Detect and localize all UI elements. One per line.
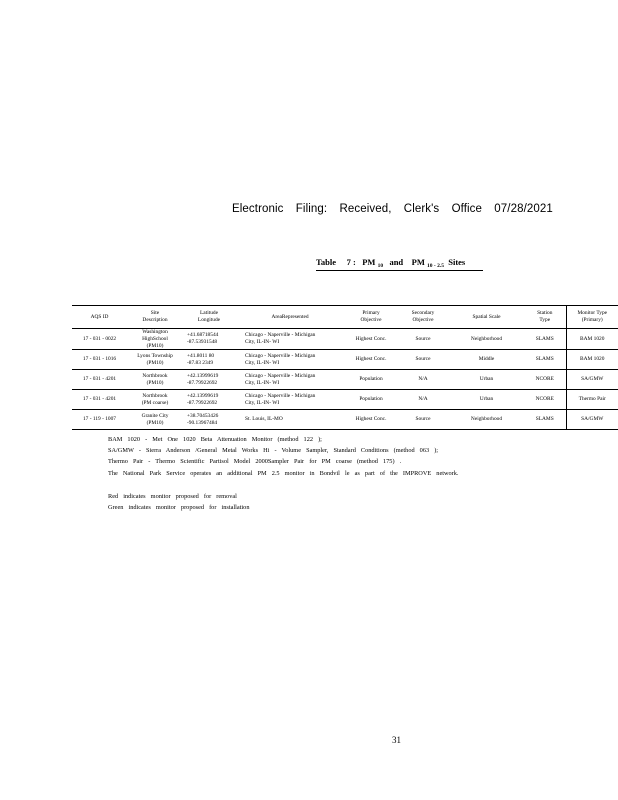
station-type-cell: NCORE: [524, 390, 566, 410]
table-row: [72, 370, 618, 390]
primary-objective-cell: Highest Conc.: [345, 350, 397, 370]
station-type-cell: SLAMS: [524, 329, 566, 350]
table-row: [72, 350, 618, 370]
secondary-objective-cell: Source: [397, 410, 449, 430]
caption-prefix: Table: [316, 257, 337, 267]
footnote-improve: The National Park Service operates an additional PM 2.5 monitor in Bondvil le as part of the IMPROVE network.: [108, 469, 459, 477]
legend-note-green: Green indicates monitor proposed for installation: [108, 503, 250, 511]
column-header: Secondary Objective: [397, 306, 449, 329]
column-header: Primary Objective: [345, 306, 397, 329]
coordinates-cell: +41.68718544 -87.53931548: [183, 329, 235, 350]
primary-objective-cell: Population: [345, 390, 397, 410]
table-row: [72, 329, 618, 350]
area-cell: Chicago - Naperville - Michigan City, IL-IN- WI: [235, 390, 345, 410]
area-cell: St. Louis, IL-MO: [235, 410, 345, 430]
area-cell: Chicago - Naperville - Michigan City, IL-IN- WI: [235, 370, 345, 390]
caption-suffix: Sites: [448, 257, 466, 267]
aqs-id-cell: 17 - 119 - 1007: [72, 410, 127, 430]
caption-and: and: [389, 257, 404, 267]
footnote-thermo-pair: Thermo Pair - Thermo Scientific Partisol Model 2000Sampler Pair for PM coarse (method 175) .: [108, 458, 402, 466]
secondary-objective-cell: Source: [397, 329, 449, 350]
secondary-objective-cell: N/A: [397, 390, 449, 410]
monitor-type-cell: SA/GMW: [566, 370, 618, 390]
spatial-scale-cell: Neighborhood: [449, 410, 524, 430]
secondary-objective-cell: Source: [397, 350, 449, 370]
footnote-sa-gmw: SA/GMW - Sierra Anderson /General Metal Works Hi - Volume Sampler, Standard Conditions (method 063 );: [108, 447, 439, 455]
table-footnotes: [108, 436, 459, 515]
aqs-id-cell: 17 - 031 - 1016: [72, 350, 127, 370]
spatial-scale-cell: Urban: [449, 370, 524, 390]
site-cell: Washington HighSchool (PM10): [127, 329, 183, 350]
site-cell: Northbrook (PM10): [127, 370, 183, 390]
station-type-cell: NCORE: [524, 370, 566, 390]
monitor-type-cell: SA/GMW: [566, 410, 618, 430]
site-cell: Northbrook (PM coarse): [127, 390, 183, 410]
site-cell: Lyons Township (PM10): [127, 350, 183, 370]
legend-note-red: Red indicates monitor proposed for removal: [108, 492, 237, 500]
column-header: Monitor Type (Primary): [566, 306, 618, 329]
coordinates-cell: +42.13999619 -87.79922692: [183, 390, 235, 410]
station-type-cell: SLAMS: [524, 410, 566, 430]
table-caption: [316, 257, 483, 271]
site-cell: Granite City (PM10): [127, 410, 183, 430]
caption-pm-2: PM: [411, 257, 425, 267]
table-header-row: [72, 306, 618, 329]
caption-sub-2: 10 - 2.5: [427, 263, 444, 269]
primary-objective-cell: Population: [345, 370, 397, 390]
column-header: AQS ID: [72, 306, 127, 329]
caption-sub-1: 10: [377, 263, 384, 269]
coordinates-cell: +42.13999619 -87.79922692: [183, 370, 235, 390]
column-header: Spatial Scale: [449, 306, 524, 329]
primary-objective-cell: Highest Conc.: [345, 329, 397, 350]
aqs-id-cell: 17 - 031 - 0022: [72, 329, 127, 350]
secondary-objective-cell: N/A: [397, 370, 449, 390]
monitor-type-cell: Thermo Pair: [566, 390, 618, 410]
station-type-cell: SLAMS: [524, 350, 566, 370]
coordinates-cell: +41.8011 80 -87.83 2349: [183, 350, 235, 370]
spatial-scale-cell: Middle: [449, 350, 524, 370]
monitor-type-cell: BAM 1020: [566, 329, 618, 350]
coordinates-cell: +38.70453426 -90.13967484: [183, 410, 235, 430]
aqs-id-cell: 17 - 031 - 4201: [72, 370, 127, 390]
footnote-bam: BAM 1020 - Met One 1020 Beta Attenuation Monitor (method 122 );: [108, 436, 322, 443]
column-header: Latitude Longitude: [183, 306, 235, 329]
column-header: AreaRepresented: [235, 306, 345, 329]
primary-objective-cell: Highest Conc.: [345, 410, 397, 430]
filing-stamp: Electronic Filing: Received, Clerk's Office 07/28/2021: [232, 203, 553, 215]
area-cell: Chicago - Naperville - Michigan City, IL-IN- WI: [235, 350, 345, 370]
area-cell: Chicago - Naperville - Michigan City, IL-IN- WI: [235, 329, 345, 350]
column-header: Station Type: [524, 306, 566, 329]
table-row: [72, 410, 618, 430]
monitor-sites-table: [72, 305, 618, 430]
spatial-scale-cell: Urban: [449, 390, 524, 410]
caption-pm-1: PM: [362, 257, 376, 267]
page-number: 31: [392, 735, 401, 745]
column-header: Site Description: [127, 306, 183, 329]
aqs-id-cell: 17 - 031 - 4201: [72, 390, 127, 410]
monitor-type-cell: BAM 1020: [566, 350, 618, 370]
caption-number: 7 :: [346, 257, 356, 267]
spatial-scale-cell: Neighborhood: [449, 329, 524, 350]
table-row: [72, 390, 618, 410]
